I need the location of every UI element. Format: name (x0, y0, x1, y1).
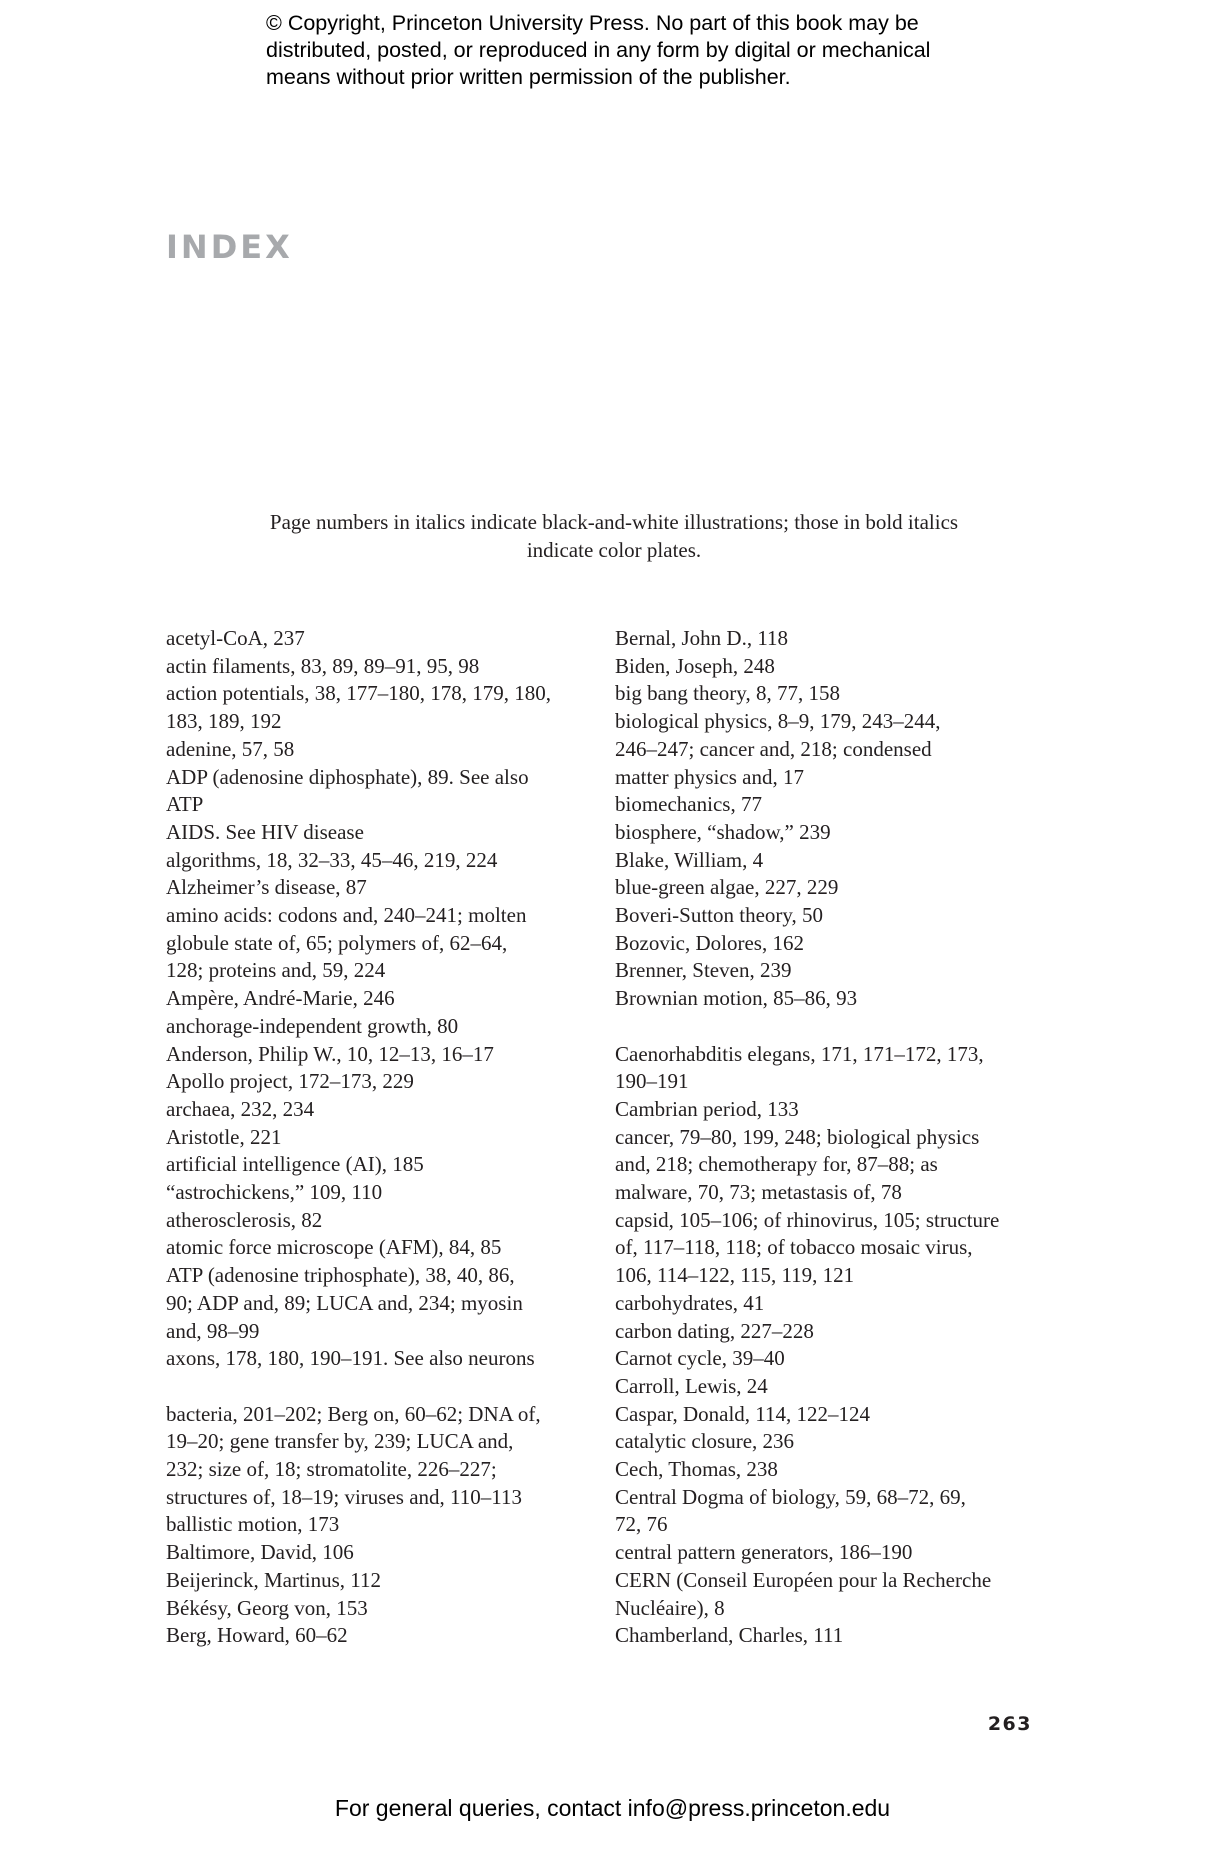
copyright-line: © Copyright, Princeton University Press. No part of this book may be (266, 11, 919, 35)
index-entry-line: Békésy, Georg von, 153 (166, 1595, 368, 1620)
index-entry-line: Berg, Howard, 60–62 (166, 1623, 348, 1648)
index-entry-line: Caspar, Donald, 114, 122–124 (615, 1401, 871, 1426)
index-entry (615, 1318, 1065, 1346)
index-entry (166, 1068, 606, 1096)
index-entry (615, 1041, 1065, 1096)
index-entry-line: adenine, 57, 58 (166, 736, 295, 761)
index-entry-line: ballistic motion, 173 (166, 1512, 340, 1537)
footer-contact: For general queries, contact info@press.princeton.edu (334, 1795, 891, 1821)
index-entry-line: Cambrian period, 133 (615, 1096, 799, 1121)
index-entry (615, 985, 1065, 1013)
index-entry-line: Cech, Thomas, 238 (615, 1457, 778, 1482)
index-entry (166, 1096, 606, 1124)
index-entry-line: Beijerinck, Martinus, 112 (166, 1567, 382, 1592)
index-entry-line: carbon dating, 227–228 (615, 1318, 814, 1343)
index-entry (615, 902, 1065, 930)
copyright-line: means without prior written permission of the publisher. (266, 65, 791, 89)
index-entry-line: 246–247; cancer and, 218; condensed (615, 736, 932, 761)
index-entry-line: acetyl-CoA, 237 (166, 626, 305, 650)
letter-group-gap (615, 1013, 1065, 1041)
index-entry (615, 1373, 1065, 1401)
index-entry-line: Blake, William, 4 (615, 847, 764, 872)
index-entry-line: atomic force microscope (AFM), 84, 85 (166, 1235, 502, 1260)
index-entry (615, 1622, 1065, 1650)
index-entry-line: 106, 114–122, 115, 119, 121 (615, 1263, 855, 1288)
index-entry-line: 232; size of, 18; stromatolite, 226–227; (166, 1457, 497, 1482)
index-entry (615, 847, 1065, 875)
index-entry-line: Chamberland, Charles, 111 (615, 1623, 844, 1648)
index-entry (166, 1622, 606, 1650)
index-heading: INDEX (166, 228, 293, 266)
index-entry-line: amino acids: codons and, 240–241; molten (166, 903, 527, 928)
index-entry (615, 1290, 1065, 1318)
index-entry-line: 90; ADP and, 89; LUCA and, 234; myosin (166, 1290, 523, 1315)
index-entry-line: Alzheimer’s disease, 87 (166, 875, 367, 900)
note-line: Page numbers in italics indicate black-and-white illustrations; those in bold italics (269, 510, 959, 534)
index-entry-line: cancer, 79–80, 199, 248; biological physics (615, 1124, 980, 1149)
index-entry-line: axons, 178, 180, 190–191. See also neurons (166, 1346, 535, 1371)
index-entry-line: structures of, 18–19; viruses and, 110–113 (166, 1484, 522, 1509)
index-entry-line: 183, 189, 192 (166, 709, 282, 734)
index-entry (166, 985, 606, 1013)
index-entry-line: Brenner, Steven, 239 (615, 958, 792, 983)
index-entry-line: Biden, Joseph, 248 (615, 653, 775, 678)
index-entry-line: “astrochickens,” 109, 110 (166, 1180, 383, 1205)
index-entry-line: Bozovic, Dolores, 162 (615, 930, 804, 955)
copyright-notice (266, 10, 1026, 91)
index-entry-line: blue-green algae, 227, 229 (615, 875, 839, 900)
index-entry (615, 1207, 1065, 1290)
index-entry-line: CERN (Conseil Européen pour la Recherche (615, 1567, 992, 1592)
index-entry-line: matter physics and, 17 (615, 764, 804, 789)
index-column-right (615, 625, 1065, 1650)
index-entry-line: big bang theory, 8, 77, 158 (615, 681, 840, 706)
index-entry (615, 1428, 1065, 1456)
index-entry-line: 128; proteins and, 59, 224 (166, 958, 386, 983)
index-entry-line: carbohydrates, 41 (615, 1290, 765, 1315)
index-entry (166, 1539, 606, 1567)
index-entry (166, 1207, 606, 1235)
index-entry-line: 19–20; gene transfer by, 239; LUCA and, (166, 1429, 514, 1454)
copyright-line: distributed, posted, or reproduced in any form by digital or mechanical (266, 38, 931, 62)
index-entry (615, 819, 1065, 847)
index-entry-line: capsid, 105–106; of rhinovirus, 105; structure (615, 1207, 1000, 1232)
index-entry (166, 1151, 606, 1179)
index-entry-line: Baltimore, David, 106 (166, 1540, 354, 1565)
index-entry (166, 1595, 606, 1623)
index-entry-line: Boveri-Sutton theory, 50 (615, 903, 824, 928)
index-entry-line: Carroll, Lewis, 24 (615, 1373, 768, 1398)
index-entry (615, 653, 1065, 681)
index-entry-line: action potentials, 38, 177–180, 178, 179, 180, (166, 681, 551, 706)
index-entry (615, 708, 1065, 791)
index-entry-line: artificial intelligence (AI), 185 (166, 1152, 424, 1177)
index-entry (166, 1124, 606, 1152)
index-entry-line: AIDS. See HIV disease (166, 819, 364, 844)
index-entry (615, 1345, 1065, 1373)
index-entry-line: central pattern generators, 186–190 (615, 1540, 913, 1565)
index-entry-line: Anderson, Philip W., 10, 12–13, 16–17 (166, 1041, 494, 1066)
index-entry-line: of, 117–118, 118; of tobacco mosaic virus, (615, 1235, 973, 1260)
index-entry-line: malware, 70, 73; metastasis of, 78 (615, 1180, 902, 1205)
index-entry (166, 653, 606, 681)
index-entry (166, 1511, 606, 1539)
index-entry-line: Brownian motion, 85–86, 93 (615, 986, 858, 1011)
index-entry (166, 680, 606, 735)
index-entry (166, 1041, 606, 1069)
index-entry-line: 72, 76 (615, 1512, 668, 1537)
index-entry (166, 764, 606, 819)
index-entry-line: Apollo project, 172–173, 229 (166, 1069, 414, 1094)
note-line: indicate color plates. (526, 538, 702, 562)
index-entry (615, 1096, 1065, 1124)
index-entry-line: actin filaments, 83, 89, 89–91, 95, 98 (166, 653, 480, 678)
index-entry (166, 1179, 606, 1207)
index-entry-line: anchorage-independent growth, 80 (166, 1013, 459, 1038)
index-entry-line: ATP (166, 792, 204, 817)
index-entry (166, 1345, 606, 1373)
index-entry (615, 791, 1065, 819)
index-note (200, 508, 1028, 564)
index-entry (166, 625, 606, 653)
index-entry (166, 874, 606, 902)
index-entry-line: biosphere, “shadow,” 239 (615, 819, 831, 844)
index-entry (166, 1401, 606, 1512)
index-entry-line: ATP (adenosine triphosphate), 38, 40, 86, (166, 1263, 515, 1288)
index-entry-line: algorithms, 18, 32–33, 45–46, 219, 224 (166, 847, 498, 872)
index-entry (615, 1567, 1065, 1622)
index-entry-line: Aristotle, 221 (166, 1124, 282, 1149)
index-entry-line: Ampère, André-Marie, 246 (166, 986, 395, 1011)
index-entry (166, 847, 606, 875)
index-entry-line: biological physics, 8–9, 179, 243–244, (615, 709, 941, 734)
index-entry-line: and, 218; chemotherapy for, 87–88; as (615, 1152, 938, 1177)
letter-group-gap (166, 1373, 606, 1401)
index-entry (615, 930, 1065, 958)
index-entry-line: Caenorhabditis elegans, 171, 171–172, 173, (615, 1041, 984, 1066)
index-entry-line: catalytic closure, 236 (615, 1429, 795, 1454)
index-entry-line: archaea, 232, 234 (166, 1096, 315, 1121)
index-entry-line: Nucléaire), 8 (615, 1595, 725, 1620)
index-entry (615, 1484, 1065, 1539)
index-entry-line: Central Dogma of biology, 59, 68–72, 69, (615, 1484, 966, 1509)
index-entry (615, 1124, 1065, 1207)
index-entry (615, 1401, 1065, 1429)
index-entry (166, 819, 606, 847)
index-entry (615, 1539, 1065, 1567)
index-entry (166, 1234, 606, 1262)
index-entry-line: and, 98–99 (166, 1318, 260, 1343)
index-entry (615, 625, 1065, 653)
index-entry-line: Bernal, John D., 118 (615, 626, 789, 650)
index-entry (166, 1262, 606, 1345)
index-entry (166, 736, 606, 764)
index-entry-line: ADP (adenosine diphosphate), 89. See also (166, 764, 529, 789)
index-entry-line: 190–191 (615, 1069, 689, 1094)
index-entry-line: biomechanics, 77 (615, 792, 762, 817)
index-entry (615, 680, 1065, 708)
index-entry-line: atherosclerosis, 82 (166, 1207, 323, 1232)
page-number: 263 (987, 1713, 1032, 1735)
index-entry (615, 1456, 1065, 1484)
index-entry (166, 1013, 606, 1041)
index-entry (166, 902, 606, 985)
index-entry (615, 957, 1065, 985)
index-entry-line: Carnot cycle, 39–40 (615, 1346, 785, 1371)
index-column-left (166, 625, 606, 1650)
index-entry-line: globule state of, 65; polymers of, 62–64, (166, 930, 508, 955)
index-entry-line: bacteria, 201–202; Berg on, 60–62; DNA of, (166, 1401, 541, 1426)
index-entry (615, 874, 1065, 902)
index-entry (166, 1567, 606, 1595)
